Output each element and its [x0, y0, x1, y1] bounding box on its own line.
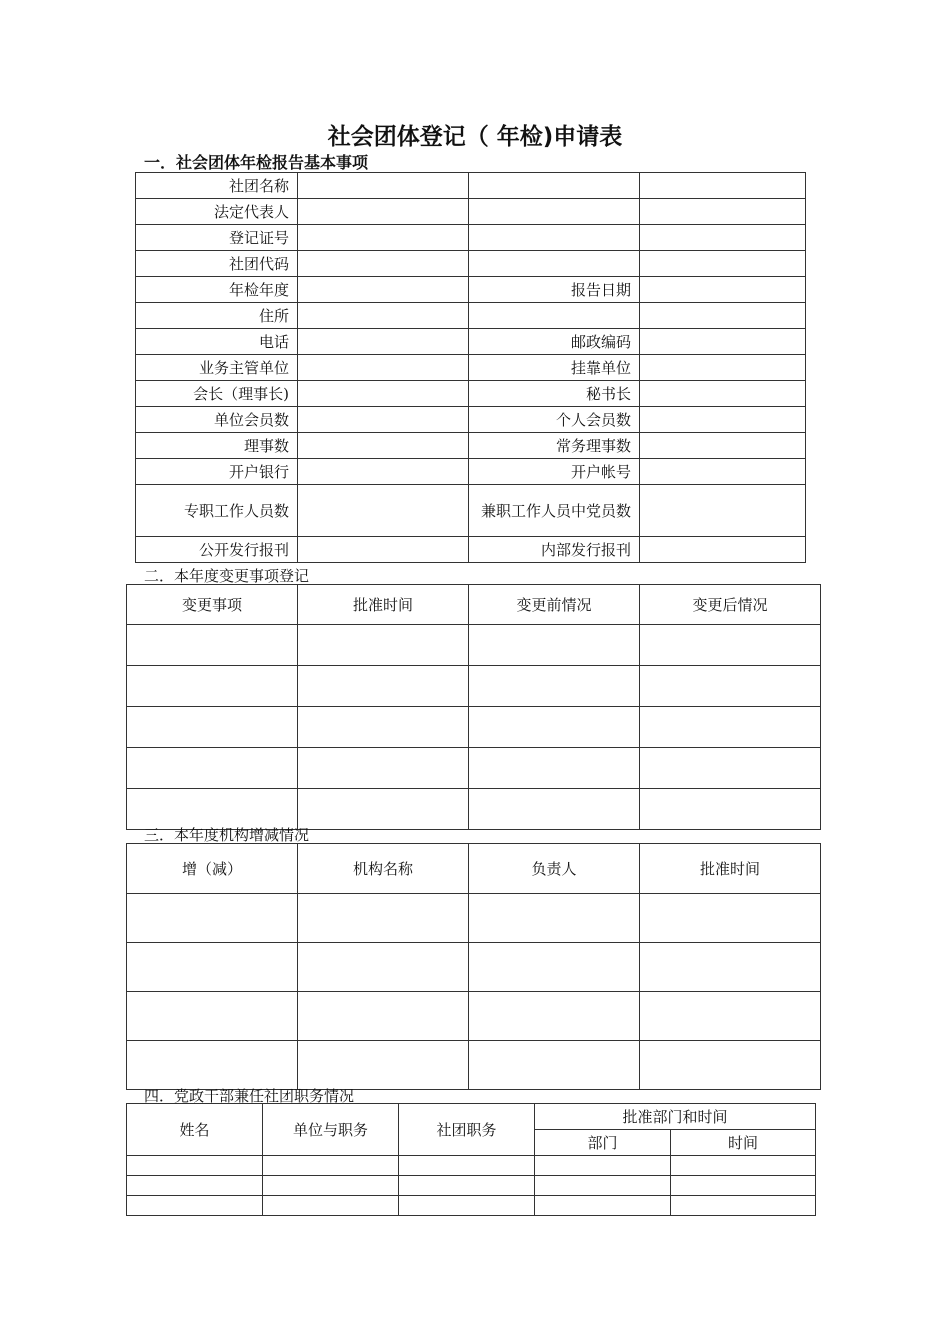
table-cell[interactable]: [298, 707, 469, 748]
field-value[interactable]: [640, 303, 806, 329]
table-cell[interactable]: [127, 1196, 263, 1216]
table-cell[interactable]: [298, 943, 469, 992]
field-value[interactable]: [469, 251, 640, 277]
field-label: 秘书长: [469, 381, 640, 407]
field-value[interactable]: [298, 355, 469, 381]
field-value[interactable]: [640, 329, 806, 355]
field-value[interactable]: [298, 199, 469, 225]
table-cell[interactable]: [640, 1041, 821, 1090]
table-cell[interactable]: [298, 666, 469, 707]
table-cell[interactable]: [127, 789, 298, 830]
changes-table: [126, 584, 821, 830]
column-header: 批准时间: [298, 585, 469, 625]
field-value[interactable]: [469, 225, 640, 251]
table-cell[interactable]: [127, 1041, 298, 1090]
column-subheader: 时间: [671, 1130, 816, 1156]
table-cell[interactable]: [535, 1156, 671, 1176]
column-header: 姓名: [127, 1104, 263, 1156]
column-header: 社团职务: [399, 1104, 535, 1156]
table-cell[interactable]: [469, 1041, 640, 1090]
column-header: 变更事项: [127, 585, 298, 625]
section4-heading: 四．党政干部兼任社团职务情况: [144, 1087, 355, 1105]
info-row: [136, 173, 806, 199]
field-value[interactable]: [298, 459, 469, 485]
table-cell[interactable]: [127, 894, 298, 943]
table-row: [127, 748, 821, 789]
field-value[interactable]: [640, 485, 806, 537]
info-row: [136, 485, 806, 537]
column-header: 批准时间: [640, 844, 821, 894]
table-row: [127, 1041, 821, 1090]
info-row: [136, 277, 806, 303]
basic-info-table: [135, 172, 806, 563]
column-subheader: 部门: [535, 1130, 671, 1156]
table-row: [127, 625, 821, 666]
field-value[interactable]: [640, 225, 806, 251]
field-value[interactable]: [640, 407, 806, 433]
section2-heading: 二．本年度变更事项登记: [144, 567, 310, 585]
field-label: 业务主管单位: [136, 355, 298, 381]
field-value[interactable]: [640, 173, 806, 199]
table-cell[interactable]: [127, 943, 298, 992]
table-cell[interactable]: [671, 1196, 816, 1216]
info-row: [136, 537, 806, 563]
table-cell[interactable]: [127, 666, 298, 707]
table-cell[interactable]: [399, 1156, 535, 1176]
info-row: [136, 225, 806, 251]
info-row: [136, 381, 806, 407]
field-value[interactable]: [469, 303, 640, 329]
table-cell[interactable]: [298, 894, 469, 943]
table-cell[interactable]: [399, 1176, 535, 1196]
field-value[interactable]: [640, 381, 806, 407]
table-cell[interactable]: [535, 1196, 671, 1216]
field-value[interactable]: [298, 381, 469, 407]
field-label: 法定代表人: [136, 199, 298, 225]
table-cell[interactable]: [640, 748, 821, 789]
field-label: 电话: [136, 329, 298, 355]
table-cell[interactable]: [640, 992, 821, 1041]
table-cell[interactable]: [298, 748, 469, 789]
table-cell[interactable]: [263, 1196, 399, 1216]
institutions-table: [126, 843, 821, 1090]
column-header: 单位与职务: [263, 1104, 399, 1156]
table-row: [127, 1196, 816, 1216]
table-cell[interactable]: [127, 992, 298, 1041]
column-header: 机构名称: [298, 844, 469, 894]
field-label: 报告日期: [469, 277, 640, 303]
table-cell[interactable]: [535, 1176, 671, 1196]
field-value[interactable]: [298, 485, 469, 537]
field-value[interactable]: [298, 225, 469, 251]
table-cell[interactable]: [263, 1176, 399, 1196]
section1-heading: 一．社会团体年检报告基本事项: [144, 153, 369, 172]
table-row: [127, 1176, 816, 1196]
cadres-table: [126, 1103, 816, 1216]
field-label: 单位会员数: [136, 407, 298, 433]
field-value[interactable]: [298, 277, 469, 303]
table-cell[interactable]: [127, 748, 298, 789]
field-label: 年检年度: [136, 277, 298, 303]
field-value[interactable]: [298, 303, 469, 329]
info-row: [136, 303, 806, 329]
field-value[interactable]: [298, 537, 469, 563]
table-cell[interactable]: [671, 1156, 816, 1176]
column-header: 变更后情况: [640, 585, 821, 625]
table-cell[interactable]: [640, 666, 821, 707]
info-row: [136, 329, 806, 355]
column-header: 负责人: [469, 844, 640, 894]
info-row: [136, 199, 806, 225]
table-cell[interactable]: [298, 1041, 469, 1090]
field-value[interactable]: [298, 433, 469, 459]
info-row: [136, 355, 806, 381]
field-value[interactable]: [298, 407, 469, 433]
info-row: [136, 433, 806, 459]
table-cell[interactable]: [399, 1196, 535, 1216]
table-cell[interactable]: [127, 625, 298, 666]
table-row: [127, 789, 821, 830]
header-row: [127, 1104, 816, 1130]
table-cell[interactable]: [469, 992, 640, 1041]
field-label: 社团代码: [136, 251, 298, 277]
field-label: 开户帐号: [469, 459, 640, 485]
table-cell[interactable]: [640, 789, 821, 830]
column-header: 批准部门和时间: [535, 1104, 816, 1130]
field-label: 邮政编码: [469, 329, 640, 355]
table-cell[interactable]: [298, 992, 469, 1041]
field-value[interactable]: [640, 537, 806, 563]
field-label: 挂靠单位: [469, 355, 640, 381]
table-cell[interactable]: [469, 748, 640, 789]
field-value[interactable]: [298, 251, 469, 277]
field-label: 开户银行: [136, 459, 298, 485]
table-cell[interactable]: [469, 789, 640, 830]
section3-heading: 三．本年度机构增减情况: [144, 826, 310, 844]
table-cell[interactable]: [127, 707, 298, 748]
field-label: 社团名称: [136, 173, 298, 199]
field-label: 住所: [136, 303, 298, 329]
field-value[interactable]: [640, 355, 806, 381]
field-value[interactable]: [640, 251, 806, 277]
table-cell[interactable]: [640, 894, 821, 943]
field-value[interactable]: [469, 173, 640, 199]
table-row: [127, 992, 821, 1041]
table-cell[interactable]: [298, 789, 469, 830]
field-label: 理事数: [136, 433, 298, 459]
table-row: [127, 894, 821, 943]
field-value[interactable]: [640, 277, 806, 303]
field-value[interactable]: [298, 173, 469, 199]
field-value[interactable]: [298, 329, 469, 355]
table-cell[interactable]: [469, 625, 640, 666]
table-row: [127, 666, 821, 707]
header-row: [127, 585, 821, 625]
info-row: [136, 407, 806, 433]
column-header: 增（减）: [127, 844, 298, 894]
info-row: [136, 459, 806, 485]
field-label: 公开发行报刊: [136, 537, 298, 563]
table-cell[interactable]: [127, 1156, 263, 1176]
header-row: [127, 844, 821, 894]
table-cell[interactable]: [640, 943, 821, 992]
column-header: 变更前情况: [469, 585, 640, 625]
table-row: [127, 1156, 816, 1176]
table-cell[interactable]: [640, 707, 821, 748]
table-cell[interactable]: [469, 666, 640, 707]
field-value[interactable]: [640, 433, 806, 459]
table-cell[interactable]: [298, 625, 469, 666]
table-cell[interactable]: [263, 1156, 399, 1176]
table-row: [127, 943, 821, 992]
field-value[interactable]: [640, 199, 806, 225]
table-row: [127, 707, 821, 748]
table-cell[interactable]: [469, 894, 640, 943]
field-label: 内部发行报刊: [469, 537, 640, 563]
info-row: [136, 251, 806, 277]
table-cell[interactable]: [127, 1176, 263, 1196]
field-label: 个人会员数: [469, 407, 640, 433]
field-label: 常务理事数: [469, 433, 640, 459]
field-label: 会长（理事长): [136, 381, 298, 407]
field-label: 兼职工作人员中党员数: [469, 485, 640, 537]
page-title: 社会团体登记（ 年检)申请表: [327, 124, 623, 150]
table-cell[interactable]: [469, 943, 640, 992]
field-label: 登记证号: [136, 225, 298, 251]
field-label: 专职工作人员数: [136, 485, 298, 537]
table-cell[interactable]: [640, 625, 821, 666]
table-cell[interactable]: [469, 707, 640, 748]
table-cell[interactable]: [671, 1176, 816, 1196]
field-value[interactable]: [469, 199, 640, 225]
field-value[interactable]: [640, 459, 806, 485]
